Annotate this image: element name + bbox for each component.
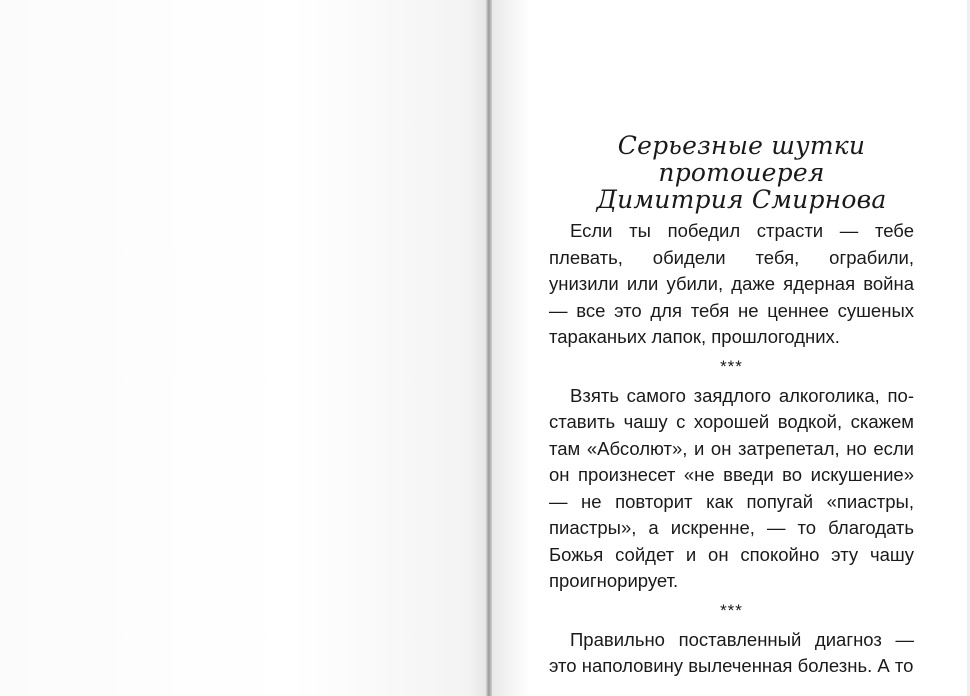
section-separator-1: *** xyxy=(720,356,743,376)
article xyxy=(549,132,914,680)
title-line-3: Димитрия Смирнова xyxy=(596,185,887,214)
paragraph-1: Если ты победил страсти — тебе плевать, обидели тебя, ограбили, унизили или убили, даже ядерная война — все это для тебя не ценнее сушеных тараканьих лапок, прошлогодних. xyxy=(549,220,914,347)
article-title xyxy=(569,132,914,213)
title-line-1: Серьезные шутки xyxy=(617,131,866,160)
article-body xyxy=(549,218,914,680)
paragraph-3: Правильно поставленный диагноз — это наполовину вылеченная болезнь. А то xyxy=(549,628,914,676)
title-line-2: протоиерея xyxy=(658,158,825,187)
section-separator-2: *** xyxy=(720,600,743,620)
paragraph-2: Взять самого заядлого алкоголика, поставить чашу с хорошей водкой, скажем там «Абсолют», и он затрепетал, но если он произнесет «не введи во искушение» — не повторит как попугай «пиастры, пиастры», а искренне, — то благодать Божья сойдет и он спокойно эту чашу проигнорирует. xyxy=(549,384,914,591)
